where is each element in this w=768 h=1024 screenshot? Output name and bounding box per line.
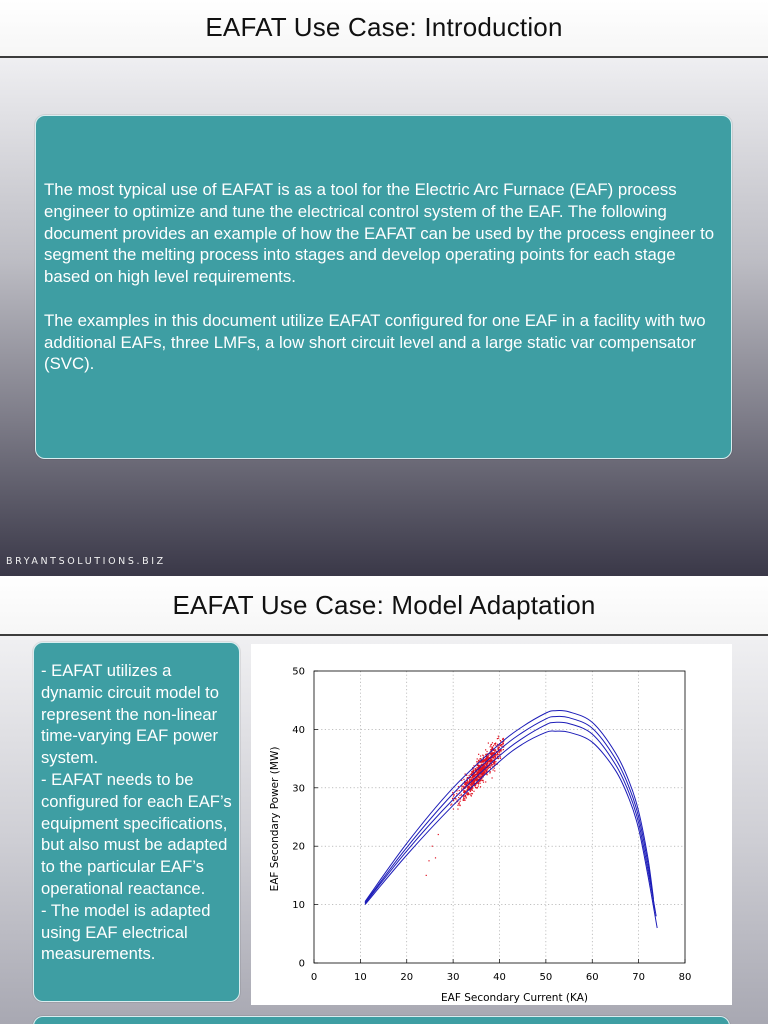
scatter-point	[500, 756, 501, 757]
scatter-point	[470, 784, 471, 785]
scatter-point	[479, 783, 480, 784]
scatter-point	[472, 793, 473, 794]
scatter-point	[469, 787, 470, 788]
scatter-point	[494, 749, 495, 750]
power-current-chart	[251, 644, 732, 1005]
scatter-point	[474, 780, 475, 781]
scatter-point	[438, 834, 439, 835]
scatter-point	[452, 798, 453, 799]
scatter-point	[497, 738, 498, 739]
scatter-point	[463, 779, 464, 780]
model-curve-line	[365, 710, 654, 901]
y-tick-label: 40	[292, 724, 305, 736]
scatter-point	[490, 745, 491, 746]
scatter-point	[478, 770, 479, 771]
scatter-point	[486, 751, 487, 752]
scatter-point	[492, 742, 493, 743]
scatter-point	[498, 746, 499, 747]
scatter-point	[476, 787, 477, 788]
x-tick-label: 0	[310, 972, 318, 983]
model-curve-line	[365, 722, 656, 916]
scatter-point	[459, 795, 460, 796]
scatter-point	[489, 767, 490, 768]
scatter-point	[499, 752, 500, 753]
scatter-point	[494, 750, 495, 751]
scatter-point	[469, 775, 470, 776]
scatter-point	[461, 788, 462, 789]
scatter-point	[478, 781, 479, 782]
bullet-text-box	[33, 642, 240, 1002]
scatter-point	[483, 759, 484, 760]
x-tick-label: 20	[400, 972, 414, 983]
intro-paragraph-2: The examples in this document utilize EAFAT configured for one EAF in a facility with two additional EAFs, three LMFs, a low short circuit level and a large static var compensator (SVC).	[44, 310, 706, 374]
scatter-point	[469, 794, 470, 795]
scatter-point	[470, 791, 471, 792]
scatter-point	[497, 748, 498, 749]
slide-title: EAFAT Use Case: Model Adaptation	[172, 590, 596, 620]
scatter-point	[493, 763, 494, 764]
scatter-point	[487, 769, 488, 770]
scatter-point	[495, 757, 496, 758]
scatter-point	[484, 765, 485, 766]
scatter-point	[475, 768, 476, 769]
scatter-point	[456, 793, 457, 794]
scatter-point	[500, 740, 501, 741]
scatter-point	[465, 784, 466, 785]
scatter-point	[493, 756, 494, 757]
scatter-point	[426, 875, 427, 876]
y-tick-label: 10	[292, 900, 305, 912]
scatter-point	[472, 787, 473, 788]
scatter-point	[490, 761, 491, 762]
scatter-point	[450, 804, 451, 805]
scatter-point	[480, 775, 481, 776]
scatter-point	[465, 782, 466, 783]
scatter-point	[487, 762, 488, 763]
scatter-point	[459, 804, 460, 805]
scatter-point	[453, 796, 454, 797]
chart-panel	[251, 644, 732, 1005]
scatter-point	[493, 745, 494, 746]
scatter-point	[470, 774, 471, 775]
scatter-point	[498, 736, 499, 737]
scatter-point	[482, 755, 483, 756]
scatter-point	[477, 758, 478, 759]
intro-paragraph-1: The most typical use of EAFAT is as a tool for the Electric Arc Furnace (EAF) process engineer to optimize and tune the electrical control system of the EAF. The following document provides an example of how the EAFAT can be used by the process engineer to segment the melting process into stages and develop operating points for each stage based on high level requirements.	[44, 180, 715, 287]
scatter-point	[492, 752, 493, 753]
scatter-point	[498, 754, 499, 755]
scatter-point	[480, 758, 481, 759]
scatter-point	[467, 794, 468, 795]
scatter-point	[453, 809, 454, 810]
slide-title: EAFAT Use Case: Introduction	[205, 12, 563, 42]
scatter-point	[490, 771, 491, 772]
scatter-point	[500, 751, 501, 752]
scatter-point	[462, 799, 463, 800]
scatter-point	[477, 772, 478, 773]
x-tick-label: 80	[678, 972, 692, 983]
scatter-point	[457, 808, 458, 809]
x-tick-label: 70	[632, 972, 645, 983]
scatter-point	[463, 792, 464, 793]
scatter-point	[473, 775, 474, 776]
scatter-point	[473, 771, 474, 772]
scatter-point	[467, 792, 468, 793]
scatter-point	[460, 801, 461, 802]
scatter-point	[482, 767, 483, 768]
scatter-point	[491, 759, 492, 760]
scatter-point	[488, 754, 489, 755]
scatter-point	[471, 773, 472, 774]
scatter-point	[478, 754, 479, 755]
scatter-point	[485, 758, 486, 759]
scatter-point	[463, 797, 464, 798]
scatter-point	[491, 777, 492, 778]
scatter-point	[487, 761, 488, 762]
scatter-point	[480, 755, 481, 756]
scatter-point	[490, 746, 491, 747]
scatter-point	[491, 754, 492, 755]
scatter-point	[494, 763, 495, 764]
scatter-point	[459, 790, 460, 791]
scatter-point	[462, 786, 463, 787]
scatter-point	[475, 769, 476, 770]
scatter-point	[494, 743, 495, 744]
scatter-point	[499, 747, 500, 748]
slide-model-adaptation	[0, 576, 768, 1024]
scatter-point	[483, 782, 484, 783]
y-tick-label: 0	[298, 958, 305, 970]
scatter-point	[471, 793, 472, 794]
scatter-point	[470, 789, 471, 790]
scatter-point	[495, 745, 496, 746]
y-axis-label: EAF Secondary Power (MW)	[269, 746, 281, 892]
scatter-point	[483, 760, 484, 761]
scatter-point	[484, 771, 485, 772]
x-tick-label: 60	[585, 972, 599, 983]
x-tick-label: 30	[446, 972, 460, 983]
scatter-point	[483, 768, 484, 769]
y-tick-label: 50	[292, 666, 305, 678]
scatter-point	[488, 742, 489, 743]
scatter-point	[467, 787, 468, 788]
scatter-point	[478, 783, 479, 784]
scatter-point	[473, 791, 474, 792]
scatter-point	[478, 765, 479, 766]
scatter-point	[488, 767, 489, 768]
scatter-point	[502, 744, 503, 745]
scatter-point	[476, 761, 477, 762]
scatter-point	[469, 781, 470, 782]
scatter-point	[435, 857, 436, 858]
y-tick-label: 30	[292, 783, 305, 795]
scatter-point	[478, 776, 479, 777]
scatter-point	[480, 770, 481, 771]
scatter-point	[495, 761, 496, 762]
scatter-point	[494, 768, 495, 769]
scatter-point	[479, 760, 480, 761]
scatter-point	[467, 781, 468, 782]
scatter-point	[464, 800, 465, 801]
scatter-point	[464, 783, 465, 784]
scatter-point	[485, 781, 486, 782]
x-tick-label: 10	[354, 972, 367, 983]
scatter-point	[503, 743, 504, 744]
scatter-point	[475, 774, 476, 775]
scatter-point	[503, 749, 504, 750]
scatter-point	[502, 739, 503, 740]
scatter-point	[485, 749, 486, 750]
x-tick-label: 50	[539, 972, 553, 983]
scatter-point	[469, 779, 470, 780]
scatter-point	[465, 795, 466, 796]
scatter-point	[468, 792, 469, 793]
scatter-point	[454, 794, 455, 795]
scatter-point	[499, 745, 500, 746]
scatter-point	[470, 794, 471, 795]
scatter-point	[480, 786, 481, 787]
scatter-point	[493, 769, 494, 770]
scatter-point	[491, 746, 492, 747]
title-bar	[0, 0, 768, 58]
scatter-point	[494, 770, 495, 771]
scatter-point	[478, 786, 479, 787]
scatter-point	[475, 787, 476, 788]
footer-brand: BRYANTSOLUTIONS.BIZ	[6, 556, 166, 567]
scatter-point	[473, 782, 474, 783]
bullet-item: - The model is adapted using EAF electrical measurements.	[41, 900, 211, 964]
x-tick-label: 40	[493, 972, 506, 983]
scatter-point	[485, 765, 486, 766]
scatter-point	[489, 772, 490, 773]
scatter-point	[463, 798, 464, 799]
title-bar	[0, 576, 768, 636]
scatter-point	[458, 797, 459, 798]
scatter-point	[472, 790, 473, 791]
scatter-point	[501, 745, 502, 746]
scatter-point	[461, 794, 462, 795]
scatter-point	[490, 753, 491, 754]
scatter-point	[498, 738, 499, 739]
scatter-point	[491, 765, 492, 766]
scatter-point	[477, 779, 478, 780]
scatter-point	[432, 846, 433, 847]
intro-text-box	[35, 115, 732, 459]
y-tick-label: 20	[292, 841, 305, 853]
scatter-point	[497, 753, 498, 754]
next-text-box	[33, 1016, 730, 1024]
model-curve-line	[365, 716, 655, 910]
scatter-point	[457, 805, 458, 806]
scatter-point	[479, 777, 480, 778]
scatter-point	[466, 797, 467, 798]
scatter-point	[428, 860, 429, 861]
scatter-point	[500, 758, 501, 759]
scatter-point	[489, 765, 490, 766]
scatter-point	[464, 790, 465, 791]
scatter-point	[501, 744, 502, 745]
bullet-item: - EAFAT needs to be configured for each EAF’s equipment specifications, but also must be adapted to the particular EAF’s operational reactance.	[41, 769, 232, 898]
scatter-point	[487, 756, 488, 757]
scatter-point	[471, 784, 472, 785]
scatter-point	[487, 758, 488, 759]
scatter-point	[486, 771, 487, 772]
scatter-point	[493, 752, 494, 753]
scatter-point	[482, 780, 483, 781]
scatter-point	[481, 773, 482, 774]
scatter-point	[458, 803, 459, 804]
x-axis-label: EAF Secondary Current (KA)	[441, 992, 588, 1004]
bullet-item: - EAFAT utilizes a dynamic circuit model to represent the non-linear time-varying EAF power system.	[41, 661, 219, 768]
